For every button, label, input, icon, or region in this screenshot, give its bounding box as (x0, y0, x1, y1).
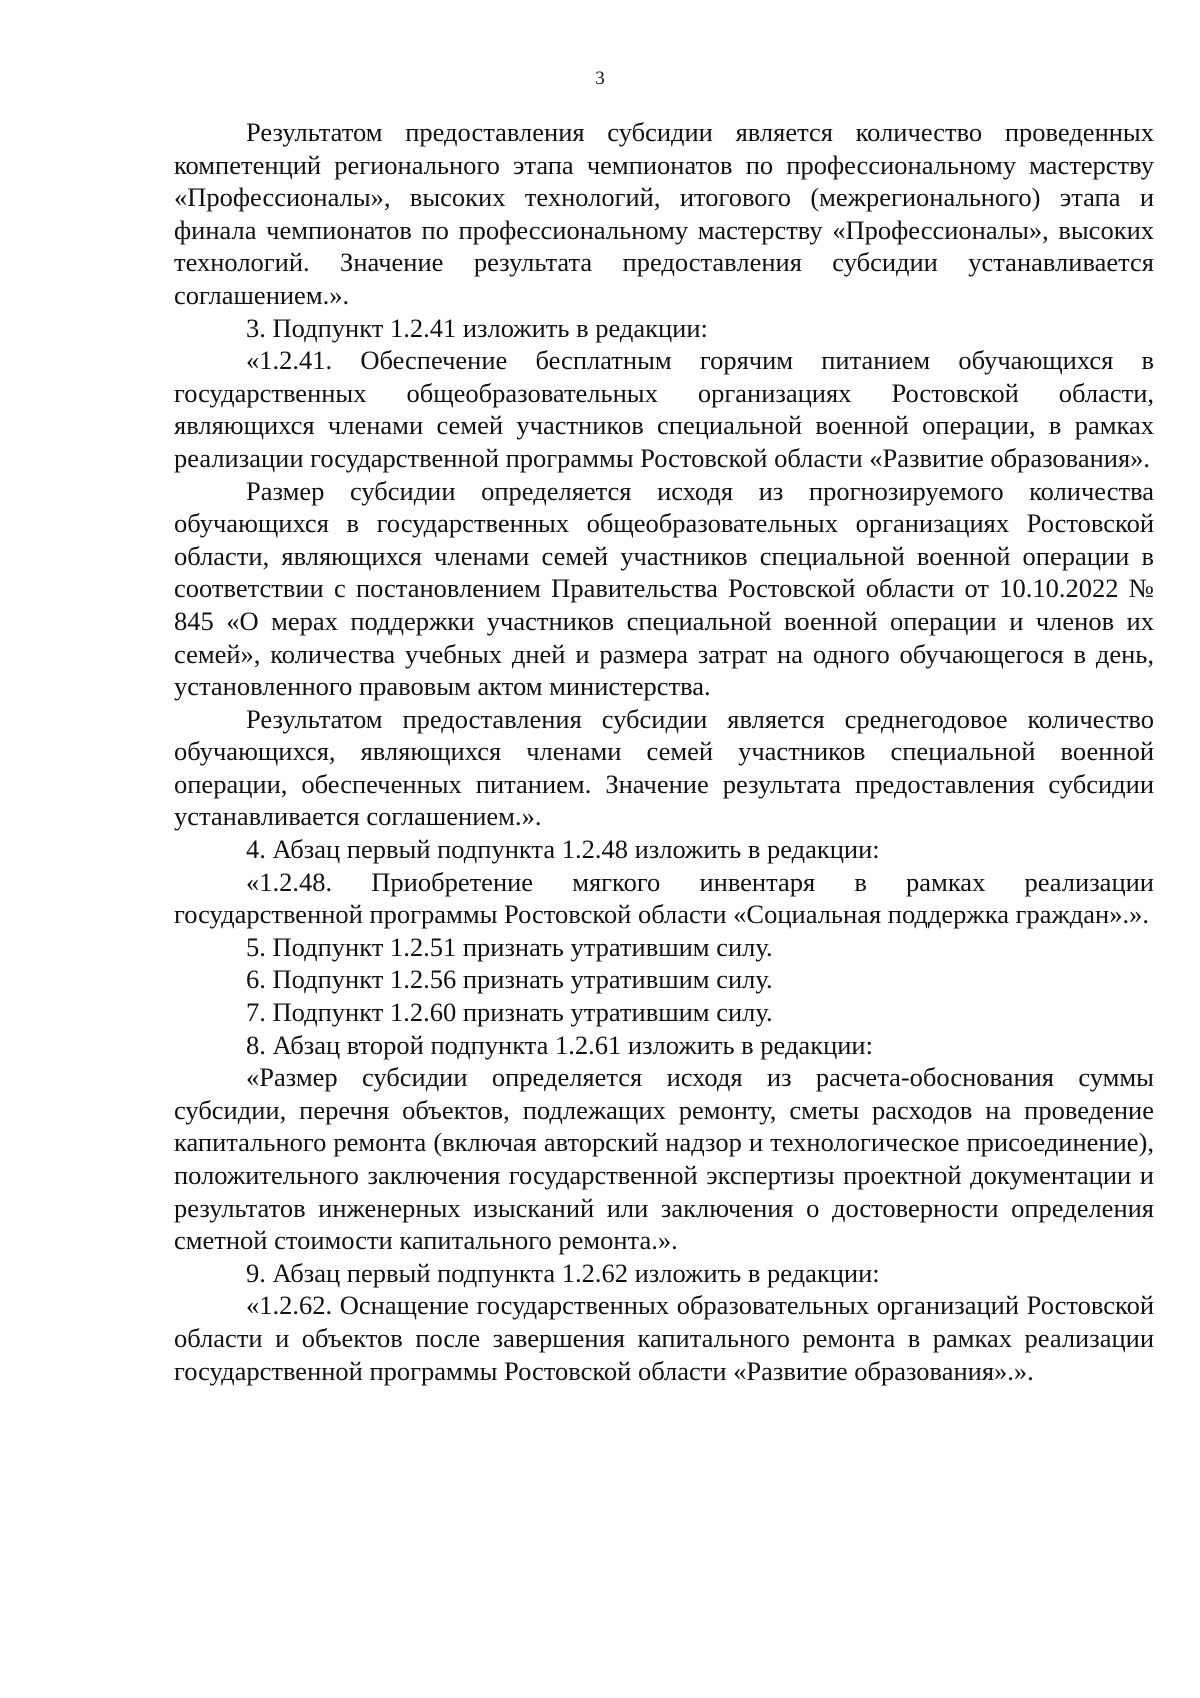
paragraph-result-championships: Результатом предоставления субсидии является количество проведенных компетенций регионального этапа чемпионатов по профессиональному мастерству «Профессионалы», высоких технологий, итогового (межрегионального) этапа и финала чемпионатов по профессиональному мастерству «Профессионалы», высоких технологий. Значение результата предоставления субсидии устанавливается соглашением.». (174, 117, 1154, 310)
paragraph-item-3: 3. Подпункт 1.2.41 изложить в редакции: (246, 312, 708, 343)
paragraph-item-5: 5. Подпункт 1.2.51 признать утратившим силу. (246, 931, 773, 962)
paragraph-item-9: 9. Абзац первый подпункта 1.2.62 изложить в редакции: (246, 1257, 880, 1288)
paragraph-item-4: 4. Абзац первый подпункта 1.2.48 изложить в редакции: (246, 834, 880, 865)
paragraph-item-7: 7. Подпункт 1.2.60 признать утратившим силу. (246, 997, 773, 1028)
paragraph-result-students: Результатом предоставления субсидии является среднегодовое количество обучающихся, являющихся членами семей участников специальной военной операции, обеспеченных питанием. Значение результата предоставления субсидии устанавливается соглашением.». (174, 703, 1154, 832)
paragraph-subitem-1-2-41: «1.2.41. Обеспечение бесплатным горячим питанием обучающихся в государственных общеобразовательных организациях Ростовской области, являющихся членами семей участников специальной военной операции, в рамках реализации государственной программы Ростовской области «Развитие образования». (174, 345, 1154, 473)
paragraph-item-8: 8. Абзац второй подпункта 1.2.61 изложить в редакции: (246, 1029, 873, 1060)
paragraph-subsidy-repair: «Размер субсидии определяется исходя из расчета-обоснования суммы субсидии, перечня объектов, подлежащих ремонту, сметы расходов на проведение капитального ремонта (включая авторский надзор и технологическое присоединение), положительного заключения государственной экспертизы проектной документации и результатов инженерных изысканий или заключения о достоверности определения сметной стоимости капитального ремонта.». (174, 1062, 1154, 1256)
document-body (174, 116, 1154, 1387)
page-number: 3 (595, 68, 605, 89)
paragraph-subsidy-size: Размер субсидии определяется исходя из прогнозируемого количества обучающихся в государственных общеобразовательных организациях Ростовской области, являющихся членами семей участников специальной военной операции в соответствии с постановлением Правительства Ростовской области от 10.10.2022 № 845 «О мерах поддержки участников специальной военной операции и членов их семей», количества учебных дней и размера затрат на одного обучающегося в день, установленного правовым актом министерства. (174, 475, 1154, 702)
paragraph-item-6: 6. Подпункт 1.2.56 признать утратившим силу. (246, 964, 773, 995)
paragraph-subitem-1-2-62: «1.2.62. Оснащение государственных образовательных организаций Ростовской области и объектов после завершения капитального ремонта в рамках реализации государственной программы Ростовской области «Развитие образования».». (174, 1290, 1154, 1386)
paragraph-subitem-1-2-48: «1.2.48. Приобретение мягкого инвентаря в рамках реализации государственной программы Ростовской области «Социальная поддержка граждан».». (174, 866, 1154, 930)
